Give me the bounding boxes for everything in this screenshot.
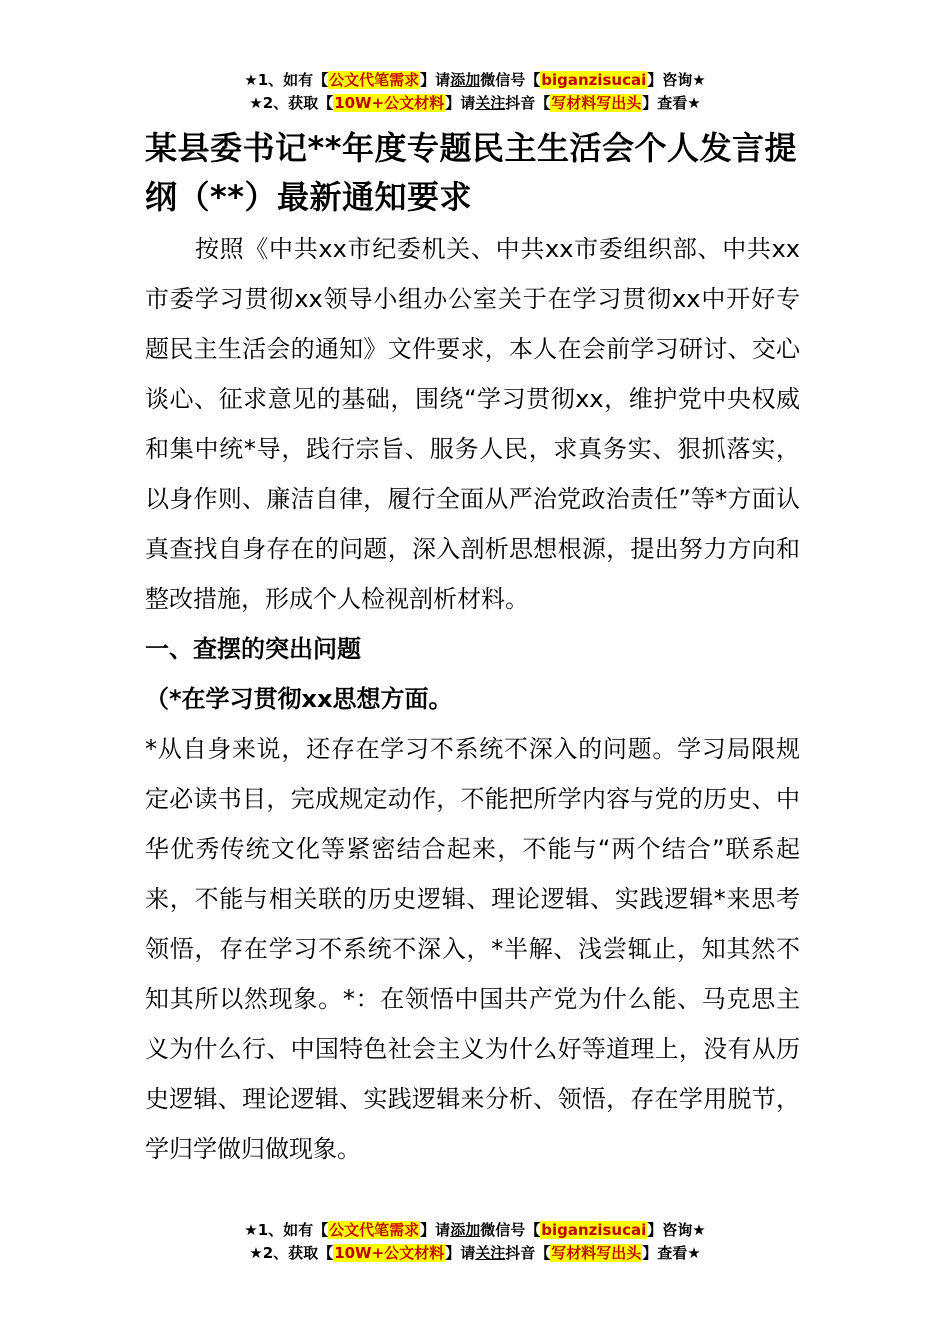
banner-wechat-id: biganzisucai: [541, 1221, 647, 1239]
banner-highlight: 公文代笔需求: [329, 1221, 420, 1239]
banner-douyin-id: 写材料写出头: [551, 1244, 642, 1262]
banner-highlight: 10W+公文材料: [334, 1244, 445, 1262]
banner-line-1: ★1、如有【公文代笔需求】请添加微信号【biganzisucai】咨询★: [244, 1221, 706, 1239]
banner-highlight: 公文代笔需求: [329, 71, 420, 89]
banner-highlight: 10W+公文材料: [334, 94, 445, 112]
section-heading: 一、查摆的突出问题: [145, 635, 361, 663]
banner-line-1: ★1、如有【公文代笔需求】请添加微信号【biganzisucai】咨询★: [244, 71, 706, 89]
header-banner: [0, 69, 950, 115]
banner-douyin-id: 写材料写出头: [551, 94, 642, 112]
document-title: 某县委书记**年度专题民主生活会个人发言提纲（**）最新通知要求: [145, 129, 797, 216]
footer-banner: [0, 1219, 950, 1265]
banner-line-2: ★2、获取【10W+公文材料】请关注抖音【写材料写出头】查看★: [249, 1244, 701, 1262]
body-paragraph: *从自身来说，还存在学习不系统不深入的问题。学习局限规定必读书目，完成规定动作，不能把所学内容与党的历史、中华优秀传统文化等紧密结合起来，不能与“两个结合”联系起来，不能与相关联的历史逻辑、理论逻辑、实践逻辑*来思考领悟，存在学习不系统不深入，*半解、浅尝辄止，知其然不知其所以然现象。*：在领悟中国共产党为什么能、马克思主义为什么行、中国特色社会主义为什么好等道理上，没有从历史逻辑、理论逻辑、实践逻辑来分析、领悟，存在学用脱节，学归学做归做现象。: [145, 735, 800, 1163]
intro-paragraph: 按照《中共xx市纪委机关、中共xx市委组织部、中共xx市委学习贯彻xx领导小组办公室关于在学习贯彻xx中开好专题民主生活会的通知》文件要求，本人在会前学习研讨、交心谈心、征求意见的基础，围绕“学习贯彻xx，维护党中央权威和集中统*导，践行宗旨、服务人民，求真务实、狠抓落实，以身作则、廉洁自律，履行全面从严治党政治责任”等*方面认真查找自身存在的问题，深入剖析思想根源，提出努力方向和整改措施，形成个人检视剖析材料。: [145, 235, 800, 613]
banner-line-2: ★2、获取【10W+公文材料】请关注抖音【写材料写出头】查看★: [249, 94, 701, 112]
document-body: [145, 224, 800, 1174]
subsection-heading: （*在学习贯彻xx思想方面。: [145, 685, 453, 713]
banner-wechat-id: biganzisucai: [541, 71, 647, 89]
